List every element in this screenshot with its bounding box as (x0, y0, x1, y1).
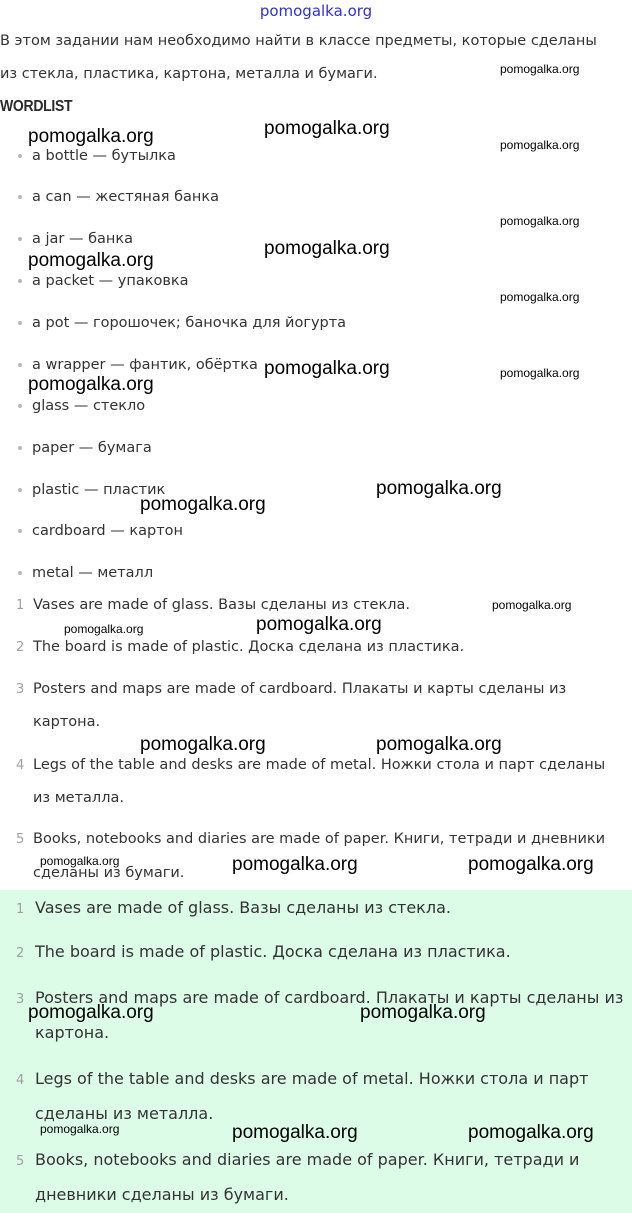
answer-text: Vases are made of glass. Вазы сделаны из стекла. (35, 898, 451, 917)
watermark: pomogalka.org (40, 1122, 120, 1136)
sentence-text: Posters and maps are made of cardboard. Плакаты и карты сделаны из (33, 681, 567, 697)
list-item (18, 273, 189, 289)
list-item (18, 357, 258, 373)
list-item (18, 315, 346, 331)
sentence-item (16, 757, 605, 773)
list-item (18, 523, 183, 539)
word: metal — металл (32, 565, 154, 581)
sentence-text: Books, notebooks and diaries are made of paper. Книги, тетради и дневники (33, 831, 606, 847)
list-item (18, 148, 176, 164)
watermark: pomogalka.org (264, 238, 390, 259)
item-number: 1 (16, 598, 25, 613)
word: cardboard — картон (32, 523, 184, 539)
watermark: pomogalka.org (28, 250, 154, 271)
watermark: pomogalka.org (468, 854, 594, 875)
answer-text: Legs of the table and desks are made of metal. Ножки стола и парт (35, 1069, 589, 1088)
item-number: 3 (16, 682, 25, 697)
watermark: pomogalka.org (360, 1002, 486, 1023)
watermark: pomogalka.org (28, 374, 154, 395)
bullet-icon (18, 195, 22, 199)
word: plastic — пластик (32, 482, 166, 498)
sentence-text: Vases are made of glass. Вазы сделаны из стекла. (33, 597, 410, 613)
watermark: pomogalka.org (256, 614, 382, 635)
bullet-icon (18, 488, 22, 492)
bullet-icon (18, 237, 22, 241)
bullet-icon (18, 529, 22, 533)
bullet-icon (18, 571, 22, 575)
list-item (18, 189, 219, 205)
list-item (18, 231, 133, 247)
item-number: 4 (16, 758, 25, 773)
answer-text-continued: сделаны из металла. (35, 1104, 214, 1123)
answer-text-continued: картона. (35, 1023, 110, 1042)
watermark: pomogalka.org (64, 622, 144, 636)
site-link[interactable]: pomogalka.org (259, 2, 373, 20)
intro-line-2: из стекла, пластика, картона, металла и бумаги. (0, 66, 378, 82)
word: a packet — упаковка (32, 273, 189, 289)
watermark: pomogalka.org (28, 126, 154, 147)
word: a bottle — бутылка (32, 148, 176, 164)
wordlist-title: WORDLIST (0, 95, 73, 115)
watermark: pomogalka.org (376, 734, 502, 755)
watermark: pomogalka.org (376, 478, 502, 499)
sentence-text: Legs of the table and desks are made of metal. Ножки стола и парт сделаны (33, 757, 606, 773)
sentence-text-continued: сделаны из бумаги. (33, 865, 185, 881)
watermark: pomogalka.org (140, 734, 266, 755)
list-item (18, 440, 152, 456)
intro-line-1: В этом задании нам необходимо найти в классе предметы, которые сделаны (0, 33, 597, 49)
watermark: pomogalka.org (232, 854, 358, 875)
answer-text: The board is made of plastic. Доска сделана из пластика. (35, 942, 511, 961)
item-number: 5 (16, 1154, 25, 1169)
watermark: pomogalka.org (500, 366, 580, 380)
watermark: pomogalka.org (500, 62, 580, 76)
watermark: pomogalka.org (264, 118, 390, 139)
answer-item (16, 1150, 579, 1169)
word: a pot — горошочек; баночка для йогурта (32, 315, 347, 331)
sentence-item (16, 597, 410, 613)
watermark: pomogalka.org (28, 1002, 154, 1023)
sentence-item (16, 681, 566, 697)
item-number: 3 (16, 992, 25, 1007)
word: a wrapper — фантик, обёртка (32, 357, 258, 373)
word: glass — стекло (32, 398, 146, 414)
watermark: pomogalka.org (140, 494, 266, 515)
item-number: 2 (16, 946, 25, 961)
watermark: pomogalka.org (500, 214, 580, 228)
answer-text-continued: дневники сделаны из бумаги. (35, 1185, 289, 1204)
item-number: 4 (16, 1073, 25, 1088)
watermark: pomogalka.org (492, 598, 572, 612)
word: a jar — банка (32, 231, 134, 247)
word: paper — бумага (32, 440, 152, 456)
watermark: pomogalka.org (40, 854, 120, 868)
answer-text: Posters and maps are made of cardboard. Плакаты и карты сделаны из (35, 988, 624, 1007)
item-number: 5 (16, 832, 25, 847)
sentence-text-continued: из металла. (33, 790, 124, 806)
answer-item (16, 942, 511, 961)
item-number: 2 (16, 640, 25, 655)
bullet-icon (18, 363, 22, 367)
watermark: pomogalka.org (468, 1122, 594, 1143)
sentence-item (16, 831, 605, 847)
list-item (18, 398, 145, 414)
bullet-icon (18, 154, 22, 158)
answer-item (16, 1069, 588, 1088)
answer-item (16, 898, 451, 917)
bullet-icon (18, 279, 22, 283)
sentence-text-continued: картона. (33, 714, 101, 730)
list-item (18, 565, 153, 581)
sentence-text: The board is made of plastic. Доска сделана из пластика. (33, 639, 465, 655)
bullet-icon (18, 404, 22, 408)
answer-text: Books, notebooks and diaries are made of paper. Книги, тетради и (35, 1150, 580, 1169)
item-number: 1 (16, 902, 25, 917)
watermark: pomogalka.org (500, 138, 580, 152)
watermark: pomogalka.org (232, 1122, 358, 1143)
bullet-icon (18, 321, 22, 325)
word: a can — жестяная банка (32, 189, 220, 205)
watermark: pomogalka.org (500, 290, 580, 304)
sentence-item (16, 639, 464, 655)
watermark: pomogalka.org (264, 358, 390, 379)
bullet-icon (18, 446, 22, 450)
